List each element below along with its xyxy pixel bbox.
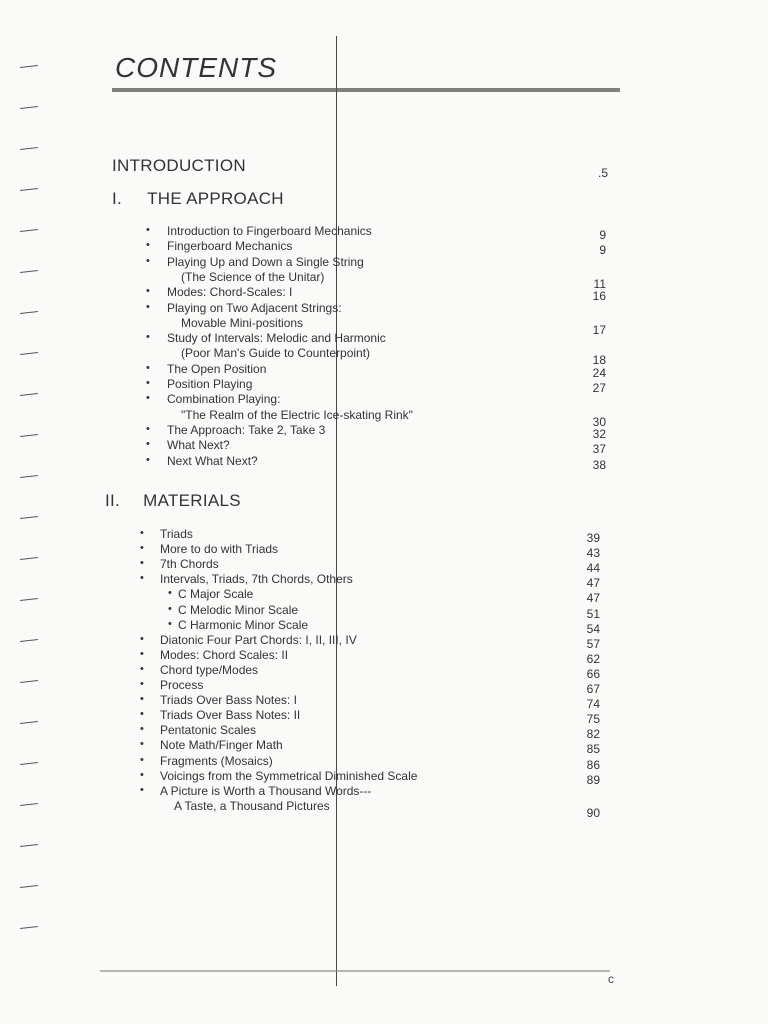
toc-bullet: • [140, 572, 144, 585]
toc-entry-title: Next What Next? [167, 453, 258, 468]
binding-mark [20, 762, 38, 765]
binding-mark [20, 229, 38, 232]
toc-bullet: • [140, 753, 144, 766]
toc-bullet: • [140, 693, 144, 706]
toc-entry-page: 27 [592, 381, 606, 395]
toc-entry-title: Note Math/Finger Math [160, 738, 283, 753]
toc-entry-title: C Melodic Minor Scale [178, 602, 299, 617]
toc-bullet: • [140, 723, 144, 736]
toc-entry-page: 90 [586, 805, 600, 820]
toc-bullet: • [140, 768, 144, 781]
toc-bullet: • [146, 377, 150, 389]
toc-entry-page: 66 [586, 666, 600, 681]
binding-mark [20, 557, 38, 560]
toc-entry-page: 30 [592, 414, 606, 429]
toc-entry-page: 74 [586, 697, 600, 712]
section1-numeral: I. [112, 189, 123, 208]
toc-entry-title: Diatonic Four Part Chords: I, II, III, IV [160, 632, 357, 647]
introduction-page: .5 [597, 166, 608, 180]
toc-entry-title: The Approach: Take 2, Take 3 [167, 422, 326, 437]
toc-entry-page: 24 [592, 365, 606, 380]
bottom-rule [100, 970, 610, 972]
toc-entry-title: Introduction to Fingerboard Mechanics [167, 224, 372, 238]
toc-entry-page: 47 [586, 591, 600, 606]
toc-entry-subtitle: A Taste, a Thousand Pictures [174, 798, 330, 813]
toc-entry-page: 18 [592, 353, 606, 368]
toc-entry-subtitle: Movable Mini-positions [181, 315, 304, 330]
toc-entry-title: Position Playing [167, 377, 253, 391]
toc-bullet: • [140, 708, 144, 721]
toc-bullet: • [146, 300, 150, 313]
binding-mark [20, 65, 38, 68]
toc-entry-title: Playing on Two Adjacent Strings: [167, 300, 342, 315]
binding-mark [20, 598, 38, 601]
binding-mark [20, 475, 38, 478]
title-rule [112, 88, 620, 92]
toc-bullet: • [140, 557, 144, 570]
toc-bullet: • [146, 331, 150, 344]
toc-entry-page: 16 [592, 289, 606, 304]
toc-entry-title: Combination Playing: [167, 392, 281, 407]
toc-entry-page: 62 [586, 651, 600, 666]
toc-entry-page: 9 [599, 243, 606, 258]
toc-entry-title: Pentatonic Scales [160, 723, 257, 738]
toc-entry-title: C Harmonic Minor Scale [178, 617, 309, 632]
toc-entry-title: Voicings from the Symmetrical Diminished Scale [160, 768, 418, 783]
toc-entry-title: 7th Chords [160, 557, 219, 572]
binding-mark [20, 680, 38, 683]
toc-bullet: • [146, 392, 150, 405]
toc-bullet: • [168, 617, 172, 630]
toc-entry-title: A Picture is Worth a Thousand Words--- [160, 783, 372, 798]
toc-bullet: • [146, 361, 150, 374]
toc-entry-page: 86 [586, 757, 600, 772]
toc-entry-page: 17 [592, 322, 606, 337]
toc-entry-subtitle: (The Science of the Unitar) [181, 269, 325, 284]
binding-mark [20, 393, 38, 396]
binding-mark [20, 270, 38, 273]
toc-entry-page: 51 [586, 606, 600, 621]
toc-bullet: • [140, 542, 144, 555]
binding-mark [20, 188, 38, 191]
binding-mark [20, 311, 38, 314]
toc-bullet: • [168, 602, 172, 615]
toc-entry-title: More to do with Triads [160, 542, 279, 557]
toc-entry-title: Triads [160, 527, 193, 541]
toc-entry-title: Fragments (Mosaics) [160, 753, 273, 768]
toc-bullet: • [146, 254, 150, 267]
binding-mark [20, 844, 38, 847]
toc-entry-title: Triads Over Bass Notes: I [160, 693, 297, 708]
toc-bullet: • [168, 587, 172, 600]
toc-entry-page: 43 [586, 546, 600, 561]
toc-entry-title: Chord type/Modes [160, 662, 259, 677]
toc-entry-subtitle: "The Realm of the Electric Ice-skating Rink" [181, 407, 413, 422]
binding-mark [20, 516, 38, 519]
toc-entry-page: 57 [586, 636, 600, 651]
toc-entry-title: Process [160, 678, 204, 692]
toc-entry-page: 47 [586, 576, 600, 591]
page-title: CONTENTS [115, 52, 277, 83]
binding-mark [20, 352, 38, 355]
toc-bullet: • [140, 662, 144, 675]
toc-entry-page: 32 [592, 426, 606, 441]
toc-entry-title: Modes: Chord-Scales: I [167, 285, 293, 300]
toc-bullet: • [140, 738, 144, 751]
introduction-heading: INTRODUCTION [112, 156, 246, 175]
toc-entry-page: 82 [586, 727, 600, 742]
toc-entry-title: Triads Over Bass Notes: II [160, 708, 301, 723]
toc-entry-page: 67 [586, 682, 600, 696]
toc-entry-title: Playing Up and Down a Single String [167, 254, 364, 269]
binding-hole-marks [6, 60, 36, 960]
toc-entry-page: 54 [586, 621, 600, 636]
toc-entry-subtitle: (Poor Man's Guide to Counterpoint) [181, 346, 371, 361]
section1-heading [112, 189, 284, 209]
section2-heading [105, 491, 241, 511]
section1-title: THE APPROACH [147, 189, 284, 208]
toc-entry-page: 44 [586, 561, 600, 576]
toc-bullet: • [140, 632, 144, 645]
toc-bullet: • [140, 527, 144, 539]
toc-bullet: • [146, 224, 150, 236]
footer-mark: c [608, 972, 614, 986]
toc-entry-title: C Major Scale [178, 587, 254, 602]
toc-bullet: • [146, 239, 150, 252]
toc-bullet: • [146, 422, 150, 435]
toc-entry-page: 39 [586, 531, 600, 545]
toc-entry-page: 89 [586, 772, 600, 787]
section2-numeral: II. [105, 491, 121, 510]
toc-entry-page: 37 [592, 442, 606, 457]
toc-entry-title: What Next? [167, 438, 230, 453]
binding-mark [20, 926, 38, 929]
toc-entry-page: 75 [586, 712, 600, 727]
binding-mark [20, 434, 38, 437]
binding-mark [20, 803, 38, 806]
binding-mark [20, 106, 38, 109]
toc-entry-page: 9 [599, 228, 606, 242]
toc-bullet: • [140, 678, 144, 690]
binding-mark [20, 639, 38, 642]
toc-entry-title: Fingerboard Mechanics [167, 239, 293, 254]
binding-mark [20, 147, 38, 150]
toc-entry-page: 85 [586, 742, 600, 757]
binding-mark [20, 885, 38, 888]
section2-title: MATERIALS [143, 491, 241, 510]
toc-entry-page: 38 [592, 457, 606, 472]
toc-entry-title: Modes: Chord Scales: II [160, 647, 289, 662]
toc-bullet: • [140, 783, 144, 796]
toc-entry-page: 11 [593, 276, 606, 291]
toc-bullet: • [146, 438, 150, 451]
toc-bullet: • [146, 453, 150, 466]
toc-bullet: • [140, 647, 144, 660]
toc-bullet: • [146, 285, 150, 298]
toc-entry-title: Intervals, Triads, 7th Chords, Others [160, 572, 353, 587]
fold-line [336, 36, 337, 986]
toc-entry-title: Study of Intervals: Melodic and Harmonic [167, 331, 386, 346]
toc-entry-title: The Open Position [167, 361, 267, 376]
binding-mark [20, 721, 38, 724]
